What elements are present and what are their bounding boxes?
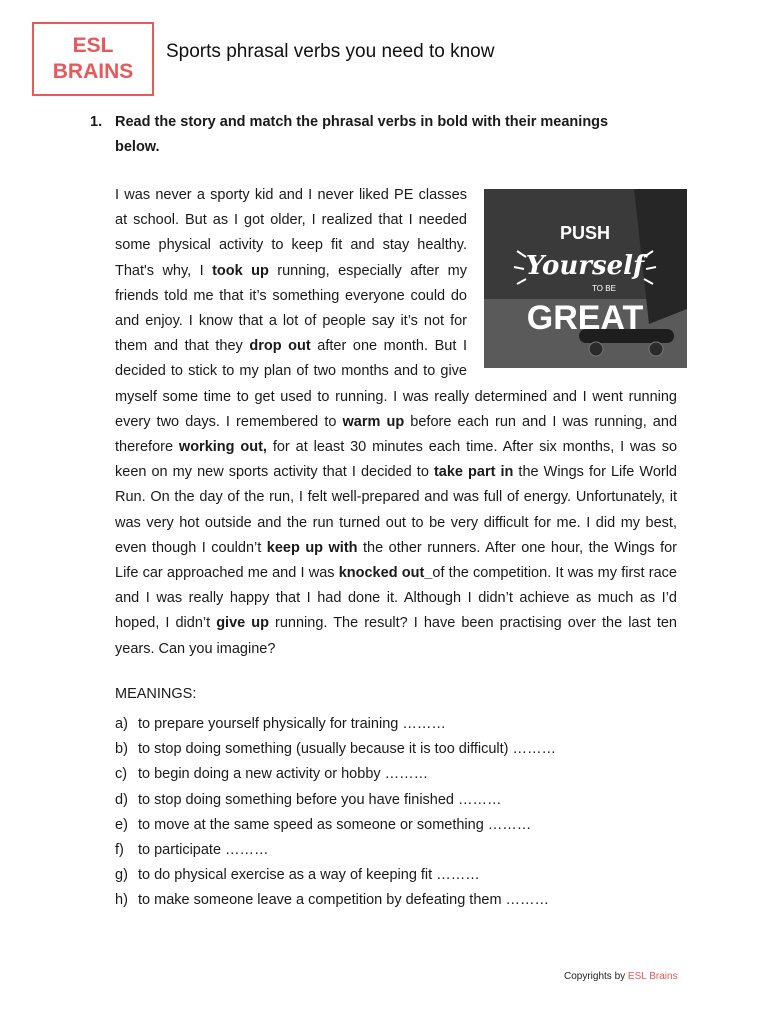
story-text: before each run and I was running, and therefore [115,413,678,456]
copyright-footer [564,971,678,982]
item-text: to prepare yourself physically for training ……… [138,716,446,732]
meanings-heading: MEANINGS: [115,686,197,702]
item-text: to stop doing something before you have finished ……… [138,791,502,808]
list-item [115,712,556,737]
list-item [115,762,556,787]
list-item [115,788,556,813]
photo-text-great: GREAT [526,299,644,337]
item-text: to participate ……… [138,842,269,859]
item-text: to make someone leave a competition by defeating them ……… [138,892,550,909]
photo-text-to-be: TO BE [592,284,616,293]
photo-text-push: PUSH [559,223,611,243]
footer-prefix: Copyrights by [564,971,628,982]
list-item [115,737,556,762]
item-letter: c) [115,766,128,783]
item-letter: b) [115,741,128,758]
story-text: for at least 30 minutes each time. After six months, I was so keen on my new sports activity that I decided to [115,439,678,481]
instruction-number: 1. [90,114,103,130]
photo-illustration [484,189,687,368]
phrasal-verb: give up [216,615,269,632]
item-letter: h) [115,892,128,909]
logo-line-1: ESL [72,34,114,57]
story-text: the Wings for Life World Run. On the day of the run, I felt well-prepared and was full of energy. Unfortunately, it was very hot outside and the run turned out to be very difficult for me. I did my best, even though I couldn’t [115,464,677,556]
photo-text-yourself: Yourself [525,251,645,281]
item-letter: g) [115,867,128,884]
page-title: Sports phrasal verbs you need to know [166,41,495,62]
phrasal-verb: warm up [342,413,405,430]
story-text: the other runners. After one hour, the Wings for Life car approached me and I was [115,539,677,582]
list-item [115,838,556,863]
exercise-instruction [90,110,650,160]
phrasal-verb: take part in [433,464,514,481]
item-text: to stop doing something (usually because it is too difficult) ……… [138,741,557,758]
phrasal-verb: took up [212,262,269,279]
item-letter: d) [115,791,128,808]
story-text: I was never a sporty kid and I never liked PE classes at school. But as I got older, I realized that I needed some physical activity to keep fit and stay healthy. That's why, I [115,187,467,279]
story-text: of the competition. It was my first race and I was really happy that I had done it. Although I didn’t achieve as much as I’d hoped, I didn’t [115,565,677,632]
esl-brains-logo [32,22,154,96]
item-letter: e) [115,816,128,833]
footer-brand: ESL Brains [627,971,678,982]
list-item [115,888,556,913]
logo-line-2: BRAINS [52,60,134,83]
story-text: running, especially after my friends told me that it’s something everyone could do and enjoy. I know that a lot of people say it’s not for them and that they [115,262,467,355]
phrasal-verb: working out, [178,439,267,456]
item-letter: a) [115,716,128,732]
item-text: to do physical exercise as a way of keeping fit ……… [138,867,480,884]
phrasal-verb: drop out [249,338,311,355]
phrasal-verb: knocked out_ [338,565,433,582]
story-text: running. The result? I have been practising over the last ten years. Can you imagine? [115,615,677,657]
item-text: to move at the same speed as someone or something ……… [138,816,532,833]
push-yourself-photo [484,189,687,368]
phrasal-verb: keep up with [266,539,358,556]
story-text: after one month. But I decided to stick to my plan of two months and to give myself some time to get used to running. I was really determined and I went running every two days. I remembered to [115,338,677,430]
item-text: to begin doing a new activity or hobby ……… [138,766,429,783]
list-item [115,813,556,838]
list-item [115,863,556,888]
meanings-list [115,712,556,914]
instruction-text: Read the story and match the phrasal verbs in bold with their meanings below. [115,114,609,155]
item-letter: f) [115,842,124,859]
